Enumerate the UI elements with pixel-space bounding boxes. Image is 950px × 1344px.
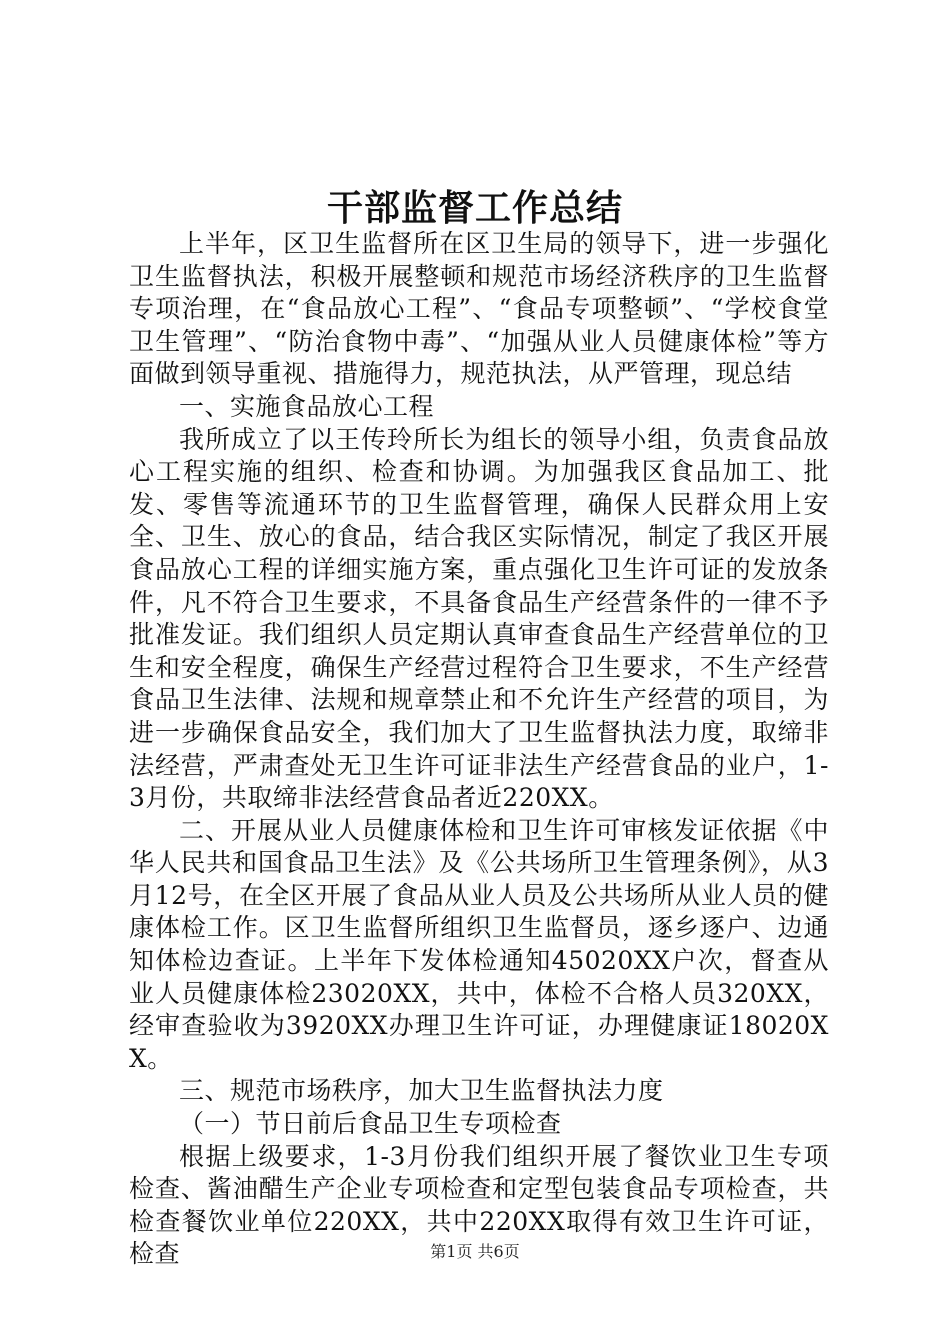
subsection-heading-1: （一）节日前后食品卫生专项检查 — [179, 1109, 562, 1139]
paragraph-section-2: 二、开展从业人员健康体检和卫生许可审核发证依据《中华人民共和国食品卫生法》及《公共场所卫生管理条例》，从3月12号，在全区开展了食品从业人员及公共场所从业人员的健康体检工作。区卫生监督所组织卫生监督员，逐乡逐户、边通知体检边查证。上半年下发体检通知45020XX户次，督查从业人员健康体检23020XX，共中，体检不合格人员320XX，经审查验收为3920XX办理卫生许可证，办理健康证18020XX。 — [129, 815, 829, 1073]
document-body — [129, 228, 829, 1271]
section-heading-1: 一、实施食品放心工程 — [179, 391, 435, 421]
section-heading-3: 三、规范市场秩序，加大卫生监督执法力度 — [179, 1076, 664, 1106]
page-footer: 第1页 共6页 — [430, 1242, 520, 1261]
paragraph-intro: 上半年，区卫生监督所在区卫生局的领导下，进一步强化卫生监督执法，积极开展整顿和规范市场经济秩序的卫生监督专项治理，在“食品放心工程”、“食品专项整顿”、“学校食堂卫生管理”、“防治食物中毒”、“加强从业人员健康体检”等方面做到领导重视、措施得力，规范执法，从严管理，现总结 — [129, 229, 829, 389]
document-title: 干部监督工作总结 — [326, 187, 623, 229]
paragraph-subsection-1: 根据上级要求，1-3月份我们组织开展了餐饮业卫生专项检查、酱油醋生产企业专项检查和定型包装食品专项检查，共检查餐饮业单位220XX，共中220XX取得有效卫生许可证，检查 — [129, 1141, 829, 1269]
paragraph-section-1: 我所成立了以王传玲所长为组长的领导小组，负责食品放心工程实施的组织、检查和协调。为加强我区食品加工、批发、零售等流通环节的卫生监督管理，确保人民群众用上安全、卫生、放心的食品，结合我区实际情况，制定了我区开展食品放心工程的详细实施方案，重点强化卫生许可证的发放条件，凡不符合卫生要求，不具备食品生产经营条件的一律不予批准发证。我们组织人员定期认真审查食品生产经营单位的卫生和安全程度，确保生产经营过程符合卫生要求，不生产经营食品卫生法律、法规和规章禁止和不允许生产经营的项目，为进一步确保食品安全，我们加大了卫生监督执法力度，取缔非法经营，严肃查处无卫生许可证非法生产经营食品的业户，1-3月份，共取缔非法经营食品者近220XX。 — [129, 424, 829, 813]
